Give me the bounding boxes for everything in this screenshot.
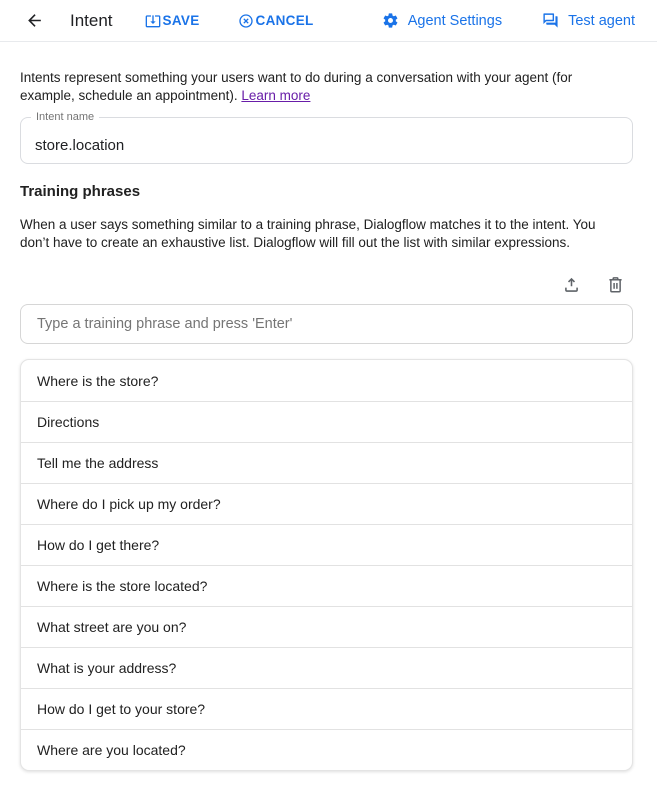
training-phrase-row[interactable]: Where is the store?	[37, 372, 159, 389]
save-icon	[145, 13, 161, 29]
intent-name-input[interactable]	[21, 118, 632, 163]
training-phrase-input-wrap	[20, 304, 633, 344]
upload-phrases-button[interactable]	[561, 274, 582, 295]
training-phrase-row[interactable]: Where are you located?	[21, 729, 632, 770]
upload-icon	[561, 274, 582, 295]
learn-more-link[interactable]: Learn more	[241, 88, 311, 103]
save-label: SAVE	[162, 13, 200, 28]
cancel-icon	[238, 13, 254, 29]
back-button[interactable]	[22, 9, 46, 33]
intent-description	[20, 69, 628, 105]
test-agent-button[interactable]	[542, 12, 635, 29]
training-phrase-list	[20, 359, 633, 771]
training-phrase-row[interactable]: What is your address?	[21, 647, 632, 688]
training-phrase-row[interactable]: Tell me the address	[21, 442, 632, 483]
intent-name-field	[20, 111, 633, 164]
header-right-group	[382, 12, 635, 29]
gear-icon	[382, 12, 399, 29]
training-phrase-row[interactable]: Directions	[21, 401, 632, 442]
training-phrase-row[interactable]: Where is the store located?	[21, 565, 632, 606]
page-title: Intent	[70, 10, 113, 30]
trash-icon	[605, 274, 626, 295]
agent-settings-button[interactable]	[382, 12, 502, 29]
chat-forum-icon	[542, 12, 559, 29]
training-phrase-row[interactable]: What street are you on?	[21, 606, 632, 647]
training-phrase-input[interactable]	[21, 316, 632, 332]
intent-name-label: Intent name	[31, 111, 99, 123]
training-phrase-row[interactable]: How do I get there?	[21, 524, 632, 565]
top-bar	[0, 0, 657, 42]
training-phrase-row[interactable]: How do I get to your store?	[21, 688, 632, 729]
delete-phrases-button[interactable]	[605, 274, 626, 295]
save-button[interactable]	[145, 13, 200, 29]
cancel-label: CANCEL	[255, 13, 314, 28]
training-phrase-row[interactable]: Where do I pick up my order?	[21, 483, 632, 524]
training-phrases-description: When a user says something similar to a training phrase, Dialogflow matches it to the intent. You don’t have to create an exhaustive list. Dialogflow will fill out the list with similar expressions.	[20, 217, 596, 250]
phrase-toolbar	[20, 272, 633, 296]
training-phrases-heading: Training phrases	[20, 183, 141, 200]
intent-description-text: Intents represent something your users want to do during a conversation with your agent (for example, schedule an appointment).	[20, 70, 573, 103]
cancel-button[interactable]	[238, 13, 314, 29]
test-agent-label: Test agent	[568, 12, 635, 29]
agent-settings-label: Agent Settings	[407, 12, 503, 29]
back-arrow-icon	[25, 11, 44, 30]
main-content	[0, 69, 657, 771]
